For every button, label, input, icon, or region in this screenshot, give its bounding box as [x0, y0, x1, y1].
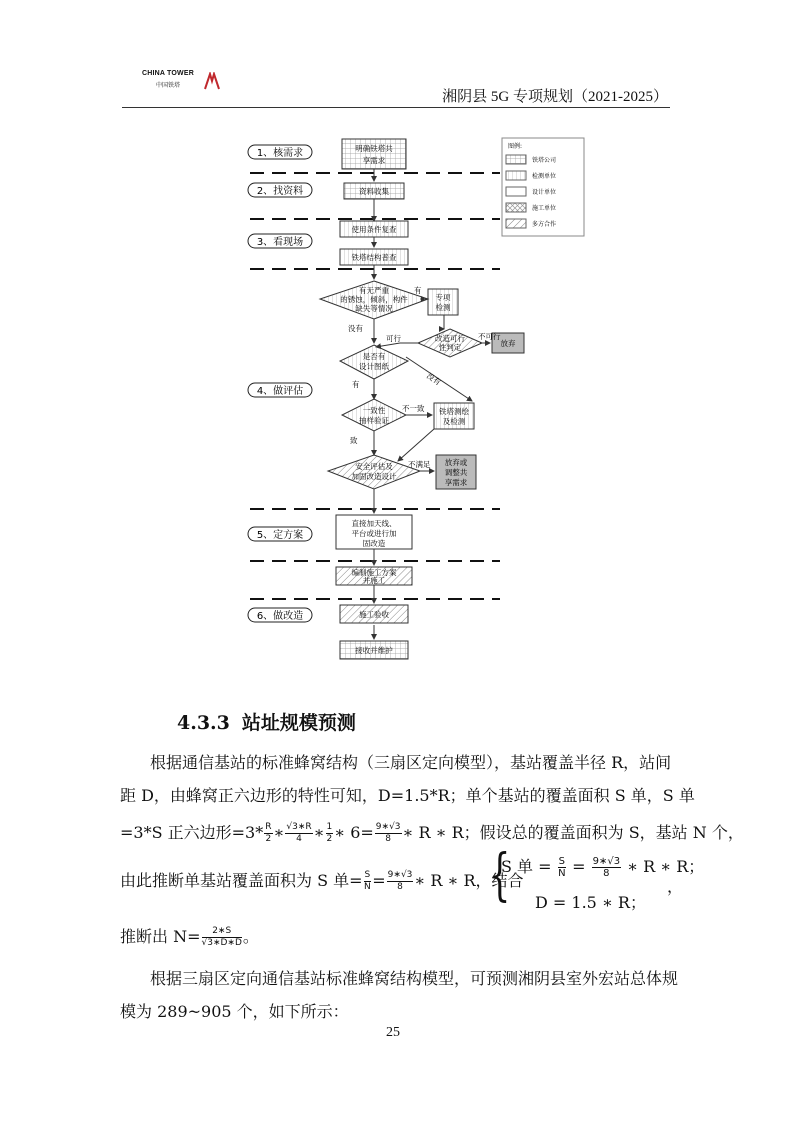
legend-item: 设计单位 — [532, 189, 557, 196]
paragraph-line: 模为 289~905 个，如下所示： — [120, 1002, 349, 1021]
tower-logo-icon — [204, 72, 220, 90]
text-run: ∗ — [273, 823, 285, 842]
legend — [502, 138, 584, 236]
legend-item: 施工单位 — [532, 205, 557, 212]
node-text: 设计图纸 — [359, 362, 389, 371]
equation-row: D = 1.5 ∗ R； — [535, 893, 646, 912]
node-text: 并施工 — [362, 576, 386, 585]
node-text: 调整共 — [444, 468, 468, 477]
node-text: 接收并维护 — [355, 646, 393, 655]
text-run: ∗ — [313, 823, 325, 842]
edge-label: 没有 — [424, 371, 443, 388]
node-text: 加固改造设计 — [351, 472, 397, 481]
logo-english-text: CHINA TOWER — [142, 70, 194, 77]
text-run: 推断出 N= — [120, 927, 201, 946]
text-run: ∗ R ∗ R，结合 — [414, 871, 524, 890]
text-run: =3*S 正六边形=3* — [120, 823, 264, 842]
node-text: 使用条件复查 — [351, 225, 397, 234]
paragraph-line: 根据通信基站的标准蜂窝结构（三扇区定向模型），基站覆盖半径 R，站间 — [150, 753, 672, 772]
fraction: $\frac{9∗√3}{8}$ — [375, 822, 401, 844]
node-text: 施工验收 — [359, 610, 389, 619]
node-text: 及检测 — [442, 417, 466, 426]
edge-label: 有 — [414, 286, 422, 295]
left-brace: { — [489, 843, 511, 908]
section-heading — [177, 708, 356, 735]
fraction: $\frac{S}{N}$ — [364, 870, 371, 892]
node-text: 资料收集 — [359, 187, 389, 196]
node-text: 固改造 — [362, 539, 386, 548]
stage-1-label: 1、核需求 — [256, 148, 304, 159]
stage-3-label: 3、看现场 — [256, 237, 304, 248]
stage-2-label: 2、找资料 — [256, 186, 304, 197]
text-run: ∗ R ∗ R；假设总的覆盖面积为 S，基站 N 个， — [402, 823, 744, 842]
header-title: 湘阴县 5G 专项规划（2021-2025） — [442, 89, 668, 105]
node-text: 一致性 — [362, 406, 386, 415]
text-run: ∗ 6= — [334, 823, 374, 842]
node-text: 放弃 — [500, 339, 516, 348]
fraction: $\frac{1}{2}$ — [326, 822, 333, 844]
stage-4-label: 4、做评估 — [256, 386, 304, 397]
node-text: 抽样验证 — [359, 416, 389, 425]
legend-item: 多方合作 — [532, 221, 557, 228]
paragraph-line: 根据三扇区定向通信基站标准蜂窝结构模型，可预测湘阴县室外宏站总体规 — [150, 969, 679, 988]
formula-line — [120, 820, 744, 845]
tower-sharing-flowchart — [240, 133, 630, 663]
legend-item: 铁塔公司 — [532, 157, 557, 164]
logo-chinese-text: 中国铁塔 — [156, 82, 181, 89]
equation-row: S 单 = $\frac{S}{N}$ = $\frac{9∗√3}{8}$ ∗ R ∗ R； — [501, 856, 705, 879]
edge-label: 不一致 — [402, 404, 425, 413]
text-run: = — [372, 871, 386, 890]
node-text: 放弃或 — [444, 458, 468, 467]
section-number: 4.3.3 — [177, 712, 230, 734]
node-text: 改造可行 — [435, 334, 465, 343]
edge-label: 有 — [352, 380, 360, 389]
node-text: 是否有 — [362, 352, 386, 361]
node-text: 享需求 — [444, 478, 468, 487]
node-text: 平台或进行加 — [351, 529, 397, 538]
node-text: 的锈蚀，倾斜，构件 — [340, 295, 408, 304]
section-title: 站址规模预测 — [241, 712, 356, 734]
fraction: $\frac{2∗S}{√3∗D∗D}$ — [201, 926, 242, 948]
node-text: 性判定 — [438, 343, 462, 352]
formula-line — [120, 924, 680, 949]
node-text: 编制施工方案 — [351, 568, 397, 577]
trailing-comma: ， — [667, 877, 684, 896]
edge-label: 没有 — [348, 324, 363, 333]
node-text: 缺失等情况 — [355, 304, 393, 313]
node-text: 检测 — [435, 303, 451, 312]
edge-label: 致 — [350, 436, 358, 445]
edge-label: 不可行 — [478, 332, 501, 341]
flow-nodes — [320, 139, 524, 659]
node-text: 直接加天线、 — [351, 519, 397, 528]
legend-title: 图例: — [508, 143, 523, 150]
node-text: 安全评估及 — [355, 462, 393, 471]
node-text: 享需求 — [362, 156, 386, 165]
node-text: 明确铁塔共 — [355, 144, 393, 153]
stage-labels — [248, 145, 312, 622]
page-number: 25 — [386, 1025, 400, 1040]
legend-item: 检测单位 — [532, 173, 557, 180]
node-text: 有无严重 — [359, 286, 389, 295]
edge-label: 不满足 — [408, 460, 431, 469]
fraction: $\frac{R}{2}$ — [265, 822, 272, 844]
text-run: 。 — [242, 927, 259, 946]
text-run: 由此推断单基站覆盖面积为 S 单= — [120, 871, 363, 890]
node-text: 铁塔测绘 — [439, 407, 469, 416]
fraction: $\frac{9∗√3}{8}$ — [387, 870, 413, 892]
header-divider — [122, 107, 670, 108]
node-text: 专项 — [435, 293, 451, 302]
stage-6-label: 6、做改造 — [256, 611, 304, 622]
node-text: 铁塔结构普查 — [351, 253, 397, 262]
company-logo — [142, 70, 222, 100]
stage-5-label: 5、定方案 — [256, 530, 304, 541]
paragraph-line: 距 D，由蜂窝正六边形的特性可知，D=1.5*R；单个基站的覆盖面积 S 单，S 单 — [120, 786, 695, 805]
fraction: $\frac{√3∗R}{4}$ — [286, 822, 312, 844]
edge-label: 可行 — [386, 334, 401, 343]
